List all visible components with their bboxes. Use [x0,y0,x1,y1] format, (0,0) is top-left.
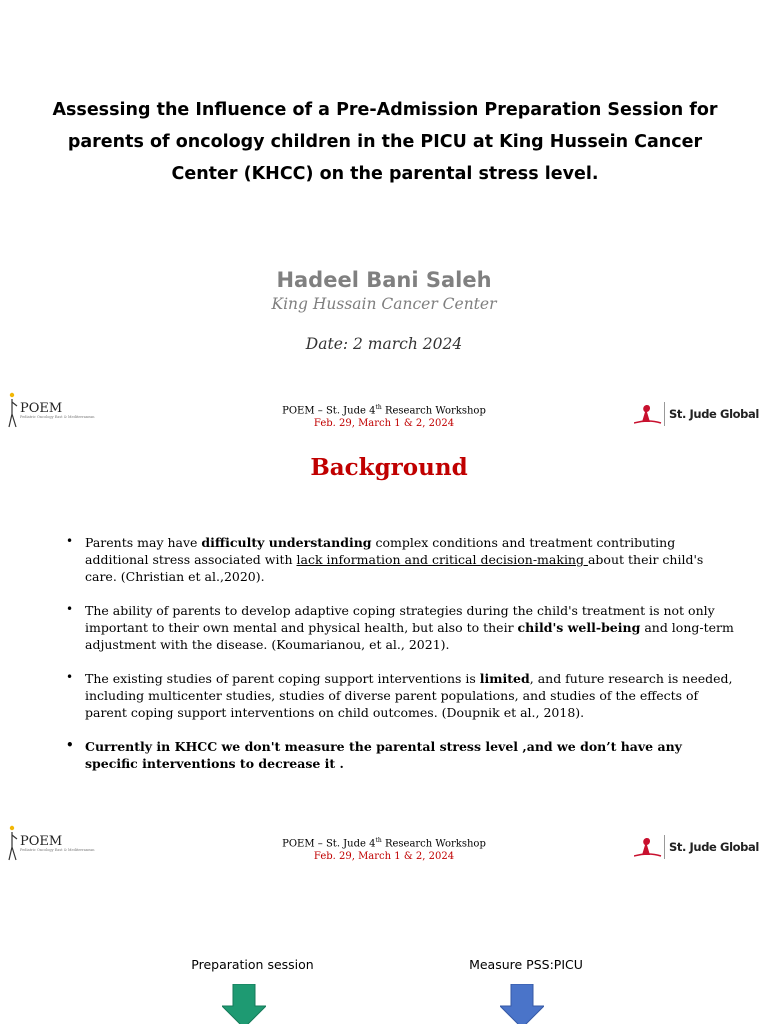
down-arrow-left-shape [222,984,266,1024]
down-arrow-right-shape [500,984,544,1024]
background-heading: Background [310,454,468,481]
stjude-logo [634,835,759,859]
bullet-item: • Parents may have difficulty understanding complex conditions and treatment contributing additional stress associated with lack information and critical decision-making about their child's care. (Christian et al.,2020). [66,534,736,585]
poem-logo-subtitle: Pediatric Oncology East & Mediterranean [20,414,95,419]
flow-label-preparation: Preparation session [191,957,314,972]
workshop-dates: Feb. 29, March 1 & 2, 2024 [313,851,455,863]
down-arrow-icon [222,984,266,1024]
poem-logo-subtitle: Pediatric Oncology East & Mediterranean [20,847,95,852]
stjude-figure-icon [634,402,662,426]
presentation-date: Date: 2 march 2024 [305,335,463,353]
stjude-logo [634,402,759,426]
workshop-dates: Feb. 29, March 1 & 2, 2024 [313,418,455,430]
presentation-title: Assessing the Influence of a Pre-Admission Preparation Session for parents of oncology children in the PICU at King Hussein Cancer Center (KHCC) on the parental stress level. [52,100,718,184]
poem-logo-text: POEM [20,400,63,416]
author-institution: King Hussain Cancer Center [271,295,497,313]
background-bullet-list [66,534,736,789]
bullet-item: • The ability of parents to develop adaptive coping strategies during the child's treatment is not only important to their own mental and physical health, but also to their child's well-being and long-term adjustment with the disease. (Koumarianou, et al., 2021). [66,602,736,653]
down-arrow-icon [500,984,544,1024]
stjude-logo-text: St. Jude Global [669,407,759,421]
stjude-figure-icon [634,835,662,859]
workshop-title: POEM – St. Jude 4th Research Workshop [282,404,486,417]
flow-label-measure: Measure PSS:PICU [469,957,583,972]
poem-logo-text: POEM [20,833,63,849]
stjude-logo-text: St. Jude Global [669,840,759,854]
bullet-item: • Currently in KHCC we don't measure the parental stress level ,and we don’t have any specific interventions to decrease it . [66,738,736,772]
author-name: Hadeel Bani Saleh [276,268,492,292]
workshop-title: POEM – St. Jude 4th Research Workshop [282,837,486,850]
bullet-item: • The existing studies of parent coping support interventions is limited, and future research is needed, including multicenter studies, studies of diverse parent populations, and studies of the effects of parent coping support interventions on child outcomes. (Doupnik et al., 2018). [66,670,736,721]
